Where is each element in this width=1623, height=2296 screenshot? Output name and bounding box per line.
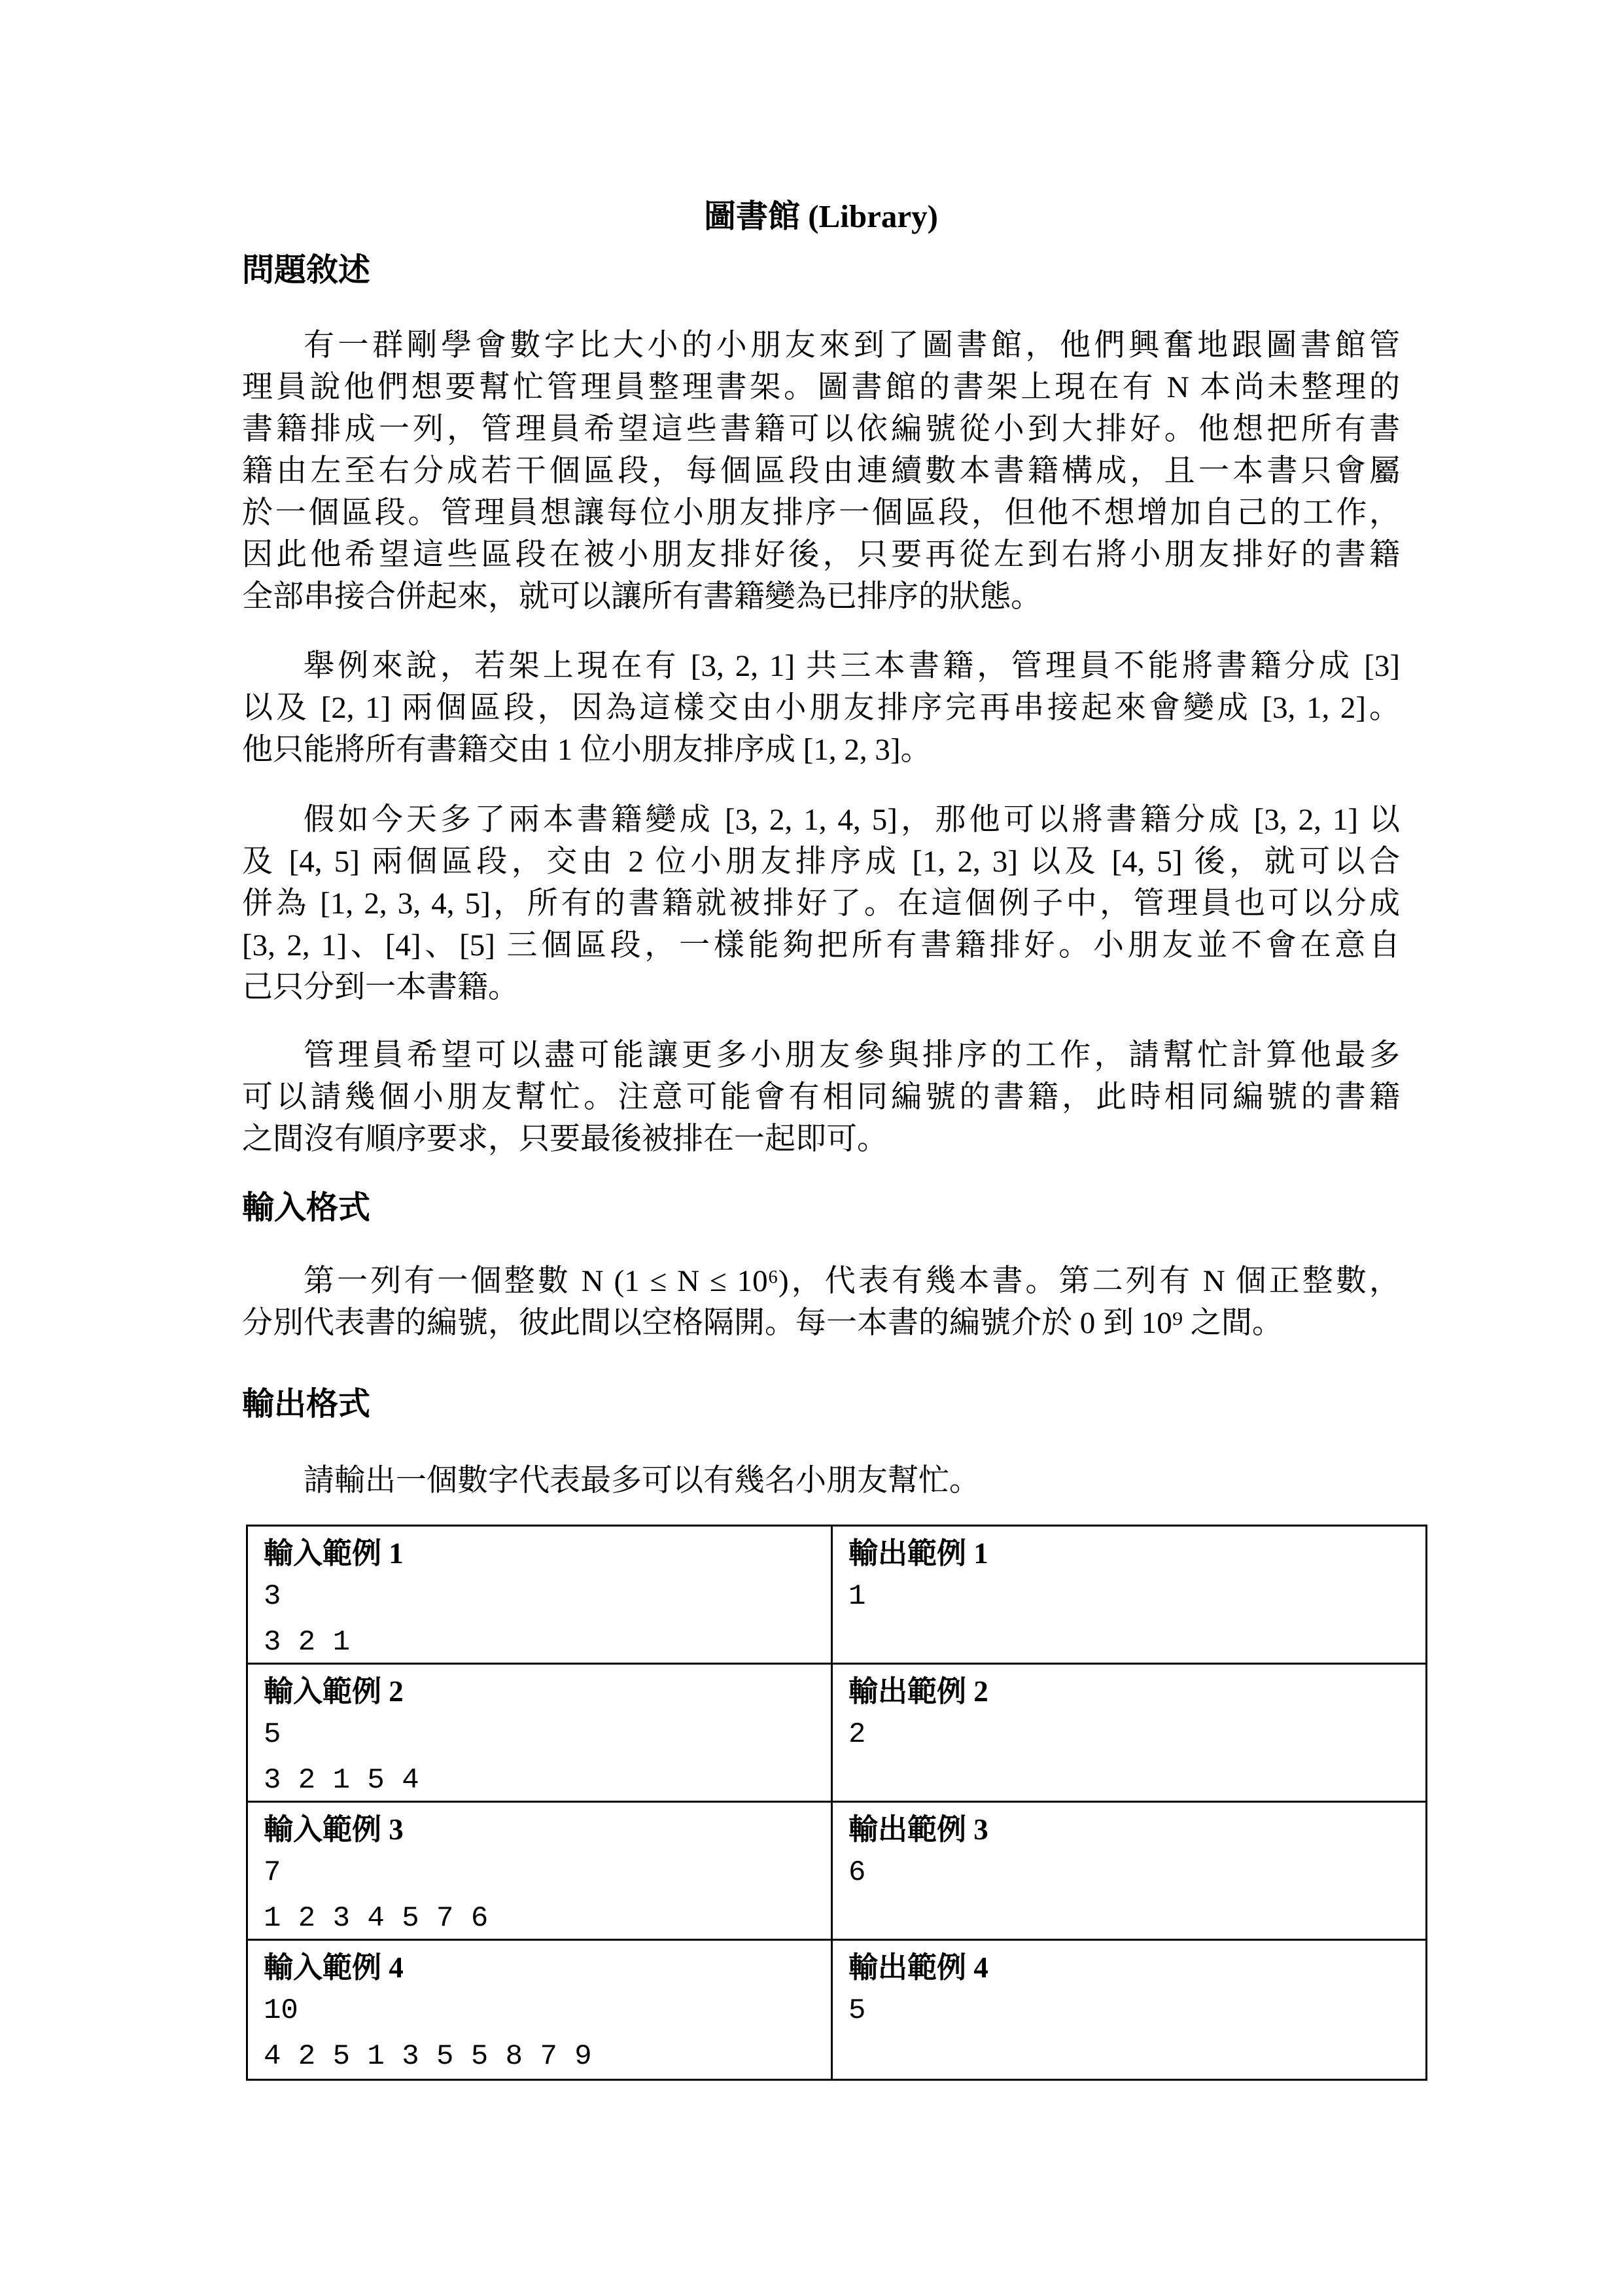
example-2-input-cell [248,1665,833,1803]
page-title: 圖書館 (Library) [704,198,938,234]
example-3-input-title: 輸入範例 3 [264,1813,404,1846]
text-line: 以及 [2, 1] 兩個區段，因為這樣交由小朋友排序完再串接起來會變成 [3, 1, 2]。 [242,691,1400,725]
paragraph-example-32145 [242,799,1400,1008]
example-4-output-title: 輸出範例 4 [848,1951,988,1984]
text-line: 可以請幾個小朋友幫忙。注意可能會有相同編號的書籍，此時相同編號的書籍 [242,1080,1400,1114]
text-line: 因此他希望這些區段在被小朋友排好後，只要再從左到右將小朋友排好的書籍 [242,538,1400,572]
text-line: 有一群剛學會數字比大小的小朋友來到了圖書館，他們興奮地跟圖書館管 [304,328,1400,362]
example-1-output-lines [848,1574,1419,1619]
section-heading-output-format: 輸出格式 [242,1386,371,1422]
example-4-output-cell [833,1941,1425,2079]
example-1-input-title: 輸入範例 1 [264,1537,404,1570]
example-3-input-cell [248,1803,833,1941]
example-3-output-title: 輸出範例 3 [848,1813,988,1846]
example-1-input-cell [248,1527,833,1665]
text-line: 6 [848,1856,866,1889]
paragraph-example-321 [242,645,1400,771]
text-line: [3, 2, 1]、[4]、[5] 三個區段，一樣能夠把所有書籍排好。小朋友並不會在意自 [242,928,1400,963]
text-line: 己只分到一本書籍。 [242,970,519,1004]
paragraph-output-format [242,1460,1400,1502]
example-2-output-title: 輸出範例 2 [848,1675,988,1708]
example-2-output-cell [833,1665,1425,1803]
text-line: 5 [848,1994,866,2027]
text-line: 3 [264,1580,281,1613]
text-line: 1 2 3 4 5 7 6 [264,1902,489,1935]
text-line: 舉例來說，若架上現在有 [3, 2, 1] 共三本書籍，管理員不能將書籍分成 [3] [304,649,1400,683]
text-line: 他只能將所有書籍交由 1 位小朋友排序成 [1, 2, 3]。 [242,733,932,767]
text-line: 第一列有一個整數 N (1 ≤ N ≤ 10⁶)，代表有幾本書。第二列有 N 個正整數， [304,1264,1400,1298]
text-line: 於一個區段。管理員想讓每位小朋友排序一個區段，但他不想增加自己的工作， [242,496,1400,530]
example-1-output-cell [833,1527,1425,1665]
text-line: 2 [848,1718,866,1751]
text-line: 管理員希望可以盡可能讓更多小朋友參與排序的工作，請幫忙計算他最多 [304,1038,1400,1072]
text-line: 7 [264,1856,281,1889]
examples-table [246,1525,1427,2081]
text-line: 全部串接合併起來，就可以讓所有書籍變為已排序的狀態。 [242,580,1041,614]
section-heading-problem-statement: 問題敘述 [242,252,371,288]
text-line: 假如今天多了兩本書籍變成 [3, 2, 1, 4, 5]，那他可以將書籍分成 [3, 2, 1] 以 [304,803,1400,837]
example-3-input-lines [264,1850,824,1941]
text-line: 分別代表書的編號，彼此間以空格隔開。每一本書的編號介於 0 到 10⁹ 之間。 [242,1306,1283,1340]
text-line: 3 2 1 5 4 [264,1764,419,1797]
example-1-input-lines [264,1574,824,1665]
paragraph-problem-description-1 [242,325,1400,618]
text-line: 併為 [1, 2, 3, 4, 5]，所有的書籍就被排好了。在這個例子中，管理員也可以分成 [242,887,1400,921]
example-4-input-lines [264,1988,824,2079]
text-line: 籍由左至右分成若干個區段，每個區段由連續數本書籍構成，且一本書只會屬 [242,454,1400,488]
paragraph-input-format [242,1260,1400,1344]
example-2-output-lines [848,1712,1419,1757]
example-3-output-lines [848,1850,1419,1896]
example-2-input-lines [264,1712,824,1803]
text-line: 之間沒有順序要求，只要最後被排在一起即可。 [242,1122,888,1156]
paragraph-goal [242,1034,1400,1160]
example-1-output-title: 輸出範例 1 [848,1537,988,1570]
text-line: 10 [264,1994,298,2027]
example-2-input-title: 輸入範例 2 [264,1675,404,1708]
text-line: 及 [4, 5] 兩個區段，交由 2 位小朋友排序成 [1, 2, 3] 以及 [4, 5] 後，就可以合 [242,845,1400,879]
text-line: 3 2 1 [264,1626,351,1659]
text-line: 5 [264,1718,281,1751]
text-line: 4 2 5 1 3 5 5 8 7 9 [264,2040,592,2073]
text-line: 理員說他們想要幫忙管理員整理書架。圖書館的書架上現在有 N 本尚未整理的 [242,370,1400,404]
text-line: 書籍排成一列，管理員希望這些書籍可以依編號從小到大排好。他想把所有書 [242,412,1400,446]
example-3-output-cell [833,1803,1425,1941]
example-4-input-cell [248,1941,833,2079]
text-line: 請輸出一個數字代表最多可以有幾名小朋友幫忙。 [304,1464,980,1498]
text-line: 1 [848,1580,866,1613]
section-heading-input-format: 輸入格式 [242,1190,371,1226]
example-4-input-title: 輸入範例 4 [264,1951,404,1984]
example-4-output-lines [848,1988,1419,2034]
